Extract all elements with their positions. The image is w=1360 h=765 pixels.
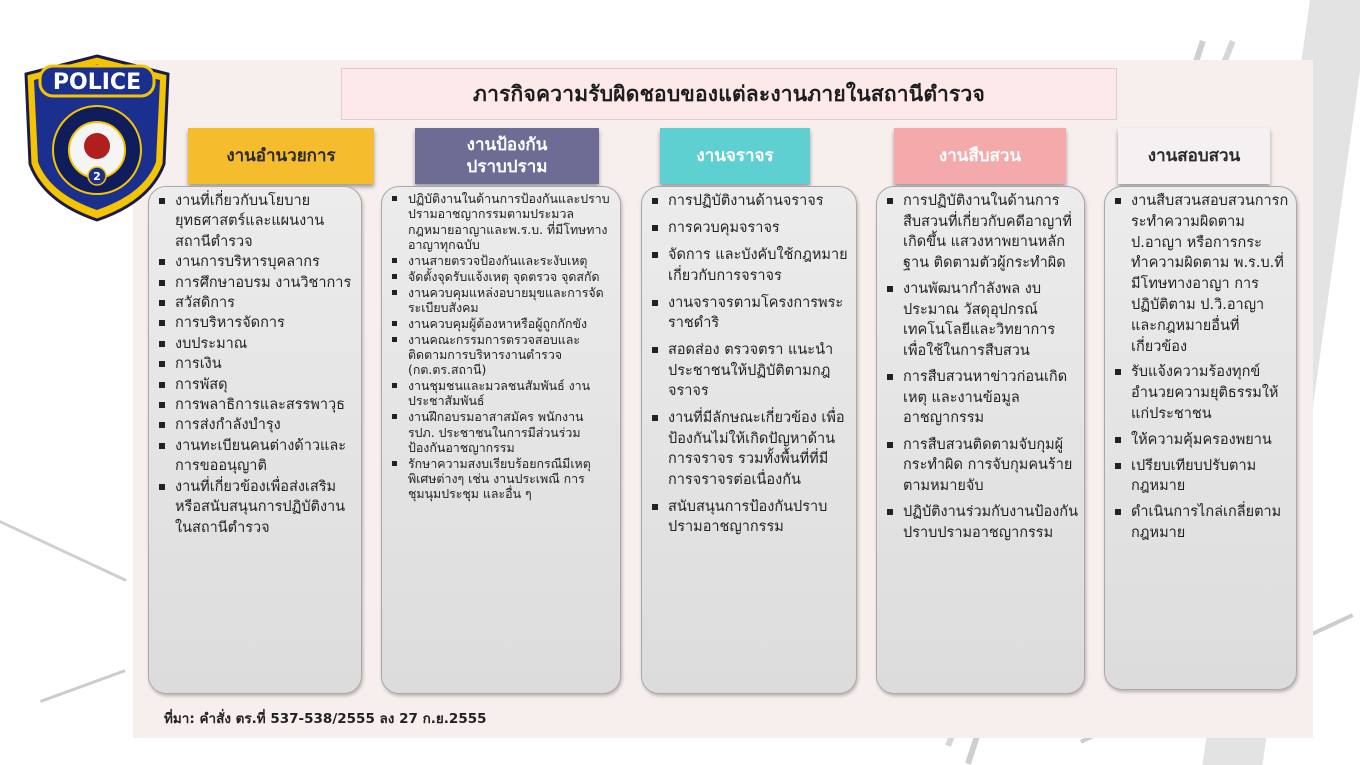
header-inquiry: งานสอบสวน xyxy=(1118,128,1270,184)
list-item: การศึกษาอบรม งานวิชาการ xyxy=(157,273,357,293)
list-item: การควบคุมจราจร xyxy=(650,218,850,239)
list-item: งานสืบสวนสอบสวนการกระทำความผิดตาม ป.อาญา หรือการกระทำความผิดตาม พ.ร.บ.ที่มีโทษทางอาญา การปฏิบัติตาม ป.วิ.อาญา และกฎหมายอื่นที่เกี่ยวข้อง xyxy=(1113,191,1290,357)
list-item: สวัสดิการ xyxy=(157,293,357,313)
header-prevention-line1: งานป้องกัน xyxy=(466,135,548,155)
bg-streak xyxy=(0,520,127,582)
header-investigation: งานสืบสวน xyxy=(894,128,1066,184)
list-item: การส่งกำลังบำรุง xyxy=(157,415,357,435)
list-item: งานที่เกี่ยวกับนโยบาย ยุทธศาสตร์และแผนงานสถานีตำรวจ xyxy=(157,191,357,252)
list-item: งานควบคุมแหล่งอบายมุขและการจัดระเบียบสังคม xyxy=(390,285,614,316)
list-item: การพัสดุ xyxy=(157,375,357,395)
source-note: ที่มา: คำสั่ง ตร.ที่ 537-538/2555 ลง 27 ก.ย.2555 xyxy=(164,711,487,727)
column-inquiry xyxy=(1104,186,1297,690)
bg-streak xyxy=(40,669,126,703)
list-item: จัดตั้งจุดรับแจ้งเหตุ จุดตรวจ จุดสกัด xyxy=(390,269,614,284)
list-item: การสืบสวนหาข่าวก่อนเกิดเหตุ และงานข้อมูลอาชญากรรม xyxy=(885,367,1078,429)
list-item: งานจราจรตามโครงการพระราชดำริ xyxy=(650,293,850,334)
list-item: ปฏิบัติงานร่วมกับงานป้องกันปราบปรามอาชญากรรม xyxy=(885,502,1078,543)
column-list xyxy=(390,191,614,502)
list-item: การเงิน xyxy=(157,354,357,374)
list-item: รักษาความสงบเรียบร้อยกรณีมีเหตุพิเศษต่างๆ เช่น งานประเพณี การชุมนุมประชุม และอื่น ๆ xyxy=(390,456,614,502)
list-item: การปฏิบัติงานในด้านการสืบสวนที่เกี่ยวกับคดีอาญาที่เกิดขึ้น แสวงหาพยานหลักฐาน ติดตามตัวผู้กระทำผิด xyxy=(885,191,1078,273)
list-item: งานการบริหารบุคลากร xyxy=(157,252,357,272)
list-item: งานพัฒนากำลังพล งบประมาณ วัสดุอุปกรณ์ เทคโนโลยีและวิทยาการ เพื่อใช้ในการสืบสวน xyxy=(885,279,1078,361)
list-item: งานที่เกี่ยวข้องเพื่อส่งเสริมหรือสนับสนุนการปฏิบัติงานในสถานีตำรวจ xyxy=(157,477,357,538)
logo-text: POLICE xyxy=(52,70,142,95)
header-admin: งานอำนวยการ xyxy=(188,128,374,184)
list-item: รับแจ้งความร้องทุกข์ อำนวยความยุติธรรมให้แก่ประชาชน xyxy=(1113,362,1290,424)
list-item: งานควบคุมผู้ต้องหาหรือผู้ถูกกักขัง xyxy=(390,316,614,331)
list-item: การพลาธิการและสรรพาวุธ xyxy=(157,395,357,415)
list-item: ให้ความคุ้มครองพยาน xyxy=(1113,430,1290,451)
list-item: สอดส่อง ตรวจตรา แนะนำประชาชนให้ปฏิบัติตามกฎจราจร xyxy=(650,340,850,402)
list-item: งานคณะกรรมการตรวจสอบและติดตามการบริหารงานตำรวจ (กต.ตร.สถานี) xyxy=(390,332,614,378)
list-item: งานทะเบียนคนต่างด้าวและการขออนุญาติ xyxy=(157,436,357,477)
page-title: ภารกิจความรับผิดชอบของแต่ละงานภายในสถานีตำรวจ xyxy=(341,68,1117,120)
list-item: จัดการ และบังคับใช้กฎหมายเกี่ยวกับการจราจร xyxy=(650,245,850,286)
header-prevention xyxy=(415,128,599,184)
list-item: งบประมาณ xyxy=(157,334,357,354)
list-item: การปฏิบัติงานด้านจราจร xyxy=(650,191,850,212)
list-item: เปรียบเทียบปรับตามกฎหมาย xyxy=(1113,456,1290,498)
column-list xyxy=(885,191,1078,543)
list-item: งานชุมชนและมวลชนสัมพันธ์ งานประชาสัมพันธ์ xyxy=(390,378,614,409)
list-item: งานที่มีลักษณะเกี่ยวข้อง เพื่อป้องกันไม่ให้เกิดปัญหาด้านการจราจร รวมทั้งพื้นที่ที่มีการจราจรต่อเนื่องกัน xyxy=(650,408,850,490)
logo-number: 2 xyxy=(93,170,101,183)
list-item: สนับสนุนการป้องกันปราบปรามอาชญากรรม xyxy=(650,497,850,538)
header-traffic: งานจราจร xyxy=(660,128,810,184)
column-prevention xyxy=(381,186,621,694)
column-investigation xyxy=(876,186,1085,694)
column-list xyxy=(1113,191,1290,544)
column-traffic xyxy=(641,186,857,694)
column-list xyxy=(157,191,357,538)
list-item: การบริหารจัดการ xyxy=(157,313,357,333)
list-item: งานฝึกอบรมอาสาสมัคร พนักงาน รปภ. ประชาชนในการมีส่วนร่วมป้องกันอาชญากรรม xyxy=(390,409,614,455)
list-item: ดำเนินการไกล่เกลี่ยตามกฎหมาย xyxy=(1113,502,1290,544)
header-prevention-line2: ปราบปราม xyxy=(466,157,548,177)
column-admin xyxy=(148,186,362,694)
list-item: งานสายตรวจป้องกันและระงับเหตุ xyxy=(390,253,614,268)
list-item: การสืบสวนติดตามจับกุมผู้กระทำผิด การจับกุมคนร้ายตามหมายจับ xyxy=(885,435,1078,497)
list-item: ปฏิบัติงานในด้านการป้องกันและปราบปรามอาชญากรรมตามประมวลกฎหมายอาญาและพ.ร.บ. ที่มีโทษทางอาญาทุกฉบับ xyxy=(390,191,614,252)
column-list xyxy=(650,191,850,538)
